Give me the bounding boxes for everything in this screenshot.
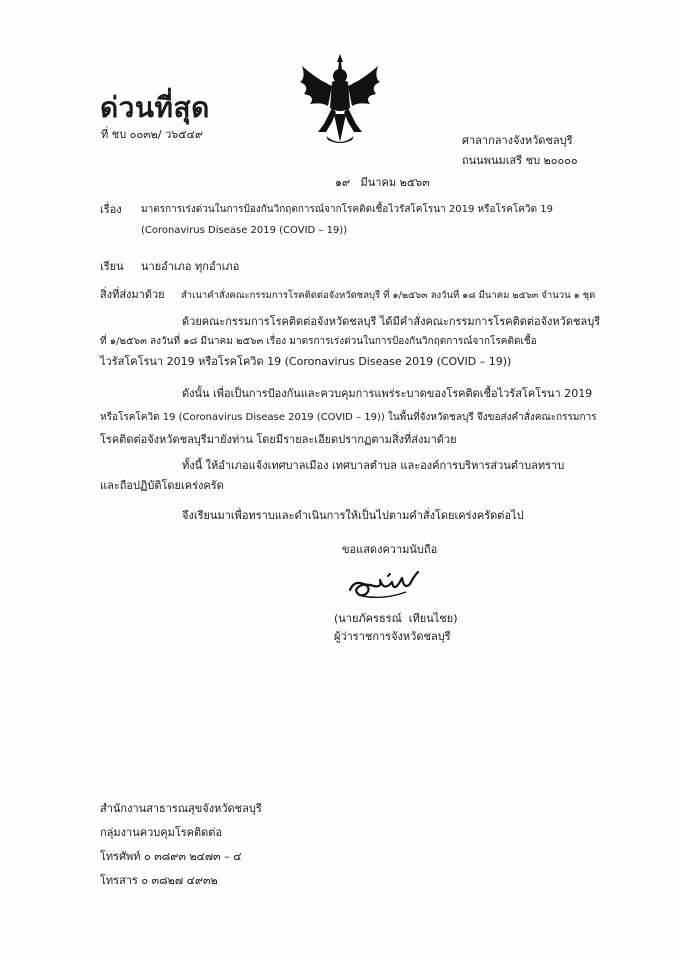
paragraph-1-line-1: ด้วยคณะกรรมการโรคติดต่อจังหวัดชลบุรี ได้มีคำสั่งคณะกรรมการโรคติดต่อจังหวัดชลบุรี — [182, 315, 601, 328]
subject-line-2: (Coronavirus Disease 2019 (COVID – 19)) — [141, 225, 348, 236]
paragraph-2-line-2: หรือโรคโควิด 19 (Coronavirus Disease 2019 (COVID – 19)) ในพื้นที่จังหวัดชลบุรี จึงขอส่งคำสั่งคณะกรรมการ — [100, 412, 597, 423]
handwritten-signature-icon — [344, 568, 426, 604]
signer-name: (นายภัครธรณ์ เทียนไชย) — [334, 612, 458, 625]
recipient-label: เรียน — [100, 260, 124, 273]
recipient-value: นายอำเภอ ทุกอำเภอ — [141, 260, 240, 273]
enclosure-value: สำเนาคำสั่งคณะกรรมการโรคติดต่อจังหวัดชลบุรี ที่ ๑/๒๕๖๓ ลงวันที่ ๑๘ มีนาคม ๒๕๖๓ จำนวน ๑ ชุด — [181, 290, 596, 301]
subject-label: เรื่อง — [100, 203, 122, 216]
subject-line-1: มาตรการเร่งด่วนในการป้องกันวิกฤตการณ์จากโรคติดเชื้อไวรัสโคโรนา 2019 หรือโรคโควิด 19 — [141, 204, 553, 215]
footer-phone: โทรศัพท์ ๐ ๓๘๙๓ ๒๔๗๓ – ๔ — [100, 850, 242, 863]
closing-sentence: จึงเรียนมาเพื่อทราบและดำเนินการให้เป็นไปตามคำสั่งโดยเคร่งครัดต่อไป — [182, 509, 524, 522]
footer-office: สำนักงานสาธารณสุขจังหวัดชลบุรี — [100, 802, 262, 815]
regards-text: ขอแสดงความนับถือ — [342, 543, 438, 556]
paragraph-2-line-1: ดังนั้น เพื่อเป็นการป้องกันและควบคุมการแพร่ระบาดของโรคติดเชื้อไวรัสโคโรนา 2019 — [182, 387, 593, 400]
document-date: ๑๙ มีนาคม ๒๕๖๓ — [335, 176, 430, 189]
document-number: ที่ ชบ ๐๐๓๒/ ว๖๕๔๙ — [101, 128, 203, 141]
urgency-heading: ด่วนที่สุด — [100, 91, 210, 124]
office-name: ศาลากลางจังหวัดชลบุรี — [462, 134, 573, 147]
paragraph-2-line-3: โรคติดต่อจังหวัดชลบุรีมายังท่าน โดยมีรายละเอียดปรากฏตามสิ่งที่ส่งมาด้วย — [100, 433, 457, 446]
garuda-emblem-icon — [296, 52, 384, 148]
paragraph-1-line-3: ไวรัสโคโรนา 2019 หรือโรคโควิด 19 (Coronavirus Disease 2019 (COVID – 19)) — [100, 355, 512, 368]
footer-division: กลุ่มงานควบคุมโรคติดต่อ — [100, 826, 223, 839]
paragraph-3-line-1: ทั้งนี้ ให้อำเภอแจ้งเทศบาลเมือง เทศบาลตำบล และองค์การบริหารส่วนตำบลทราบ — [182, 459, 565, 472]
enclosure-label: สิ่งที่ส่งมาด้วย — [100, 288, 165, 301]
signer-title: ผู้ว่าราชการจังหวัดชลบุรี — [334, 630, 451, 643]
footer-fax: โทรสาร ๐ ๓๘๒๗ ๔๙๓๒ — [100, 874, 218, 887]
paragraph-1-line-2: ที่ ๑/๒๕๖๓ ลงวันที่ ๑๘ มีนาคม ๒๕๖๓ เรื่อง มาตรการเร่งด่วนในการป้องกันวิกฤตการณ์จากโรคติดเชื้อ — [100, 336, 537, 347]
paragraph-3-line-2: และถือปฏิบัติโดยเคร่งครัด — [100, 479, 224, 492]
office-address: ถนนพนมเสรี ชบ ๒๐๐๐๐ — [462, 154, 578, 167]
